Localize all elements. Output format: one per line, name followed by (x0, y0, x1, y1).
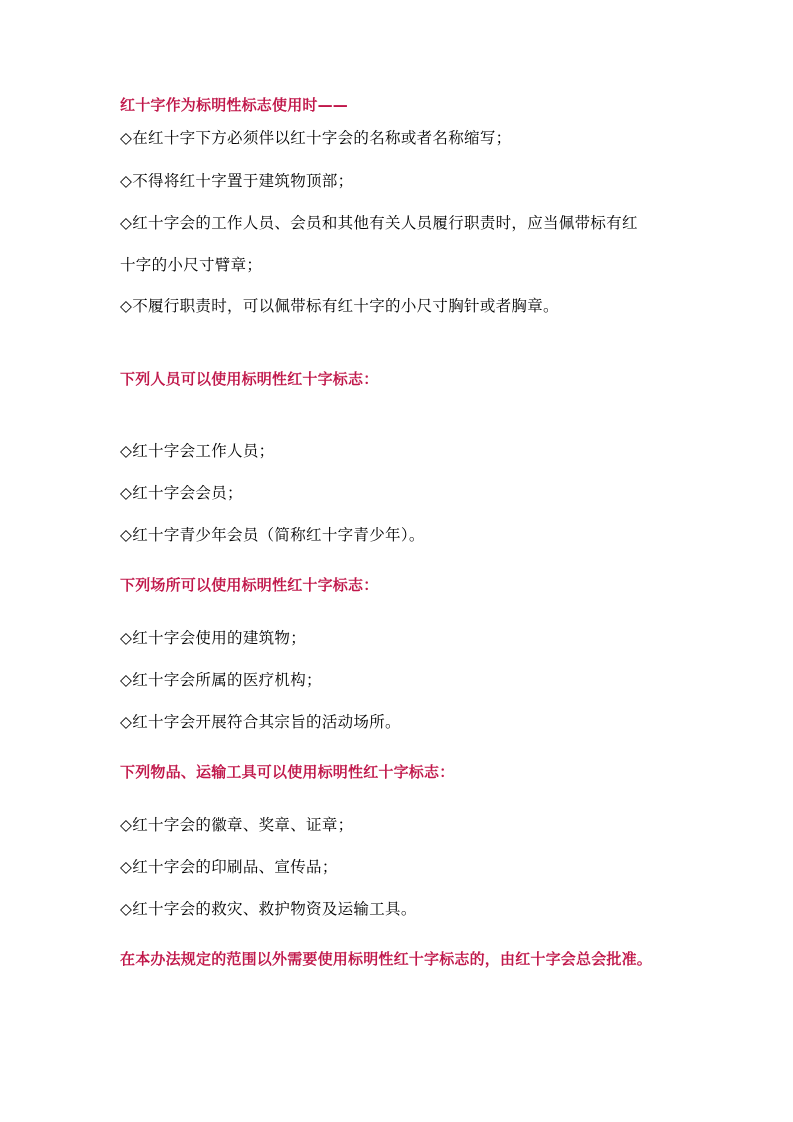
section1-item-3: ◇红十字会的工作人员、会员和其他有关人员履行职责时，应当佩带标有红 (120, 214, 638, 232)
section4-heading: 下列物品、运输工具可以使用标明性红十字标志： (120, 763, 455, 781)
section2-item-3: ◇红十字青少年会员（简称红十字青少年）。 (120, 526, 425, 544)
section2-item-2: ◇红十字会会员； (120, 484, 243, 502)
section2-heading: 下列人员可以使用标明性红十字标志： (120, 370, 379, 388)
section1-heading: 红十字作为标明性标志使用时—— (120, 96, 349, 114)
section2-item-1: ◇红十字会工作人员； (120, 442, 275, 460)
section3-item-2: ◇红十字会所属的医疗机构； (120, 671, 322, 689)
section1-item-3-continued: 十字的小尺寸臂章； (120, 256, 263, 274)
section4-item-2: ◇红十字会的印刷品、宣传品； (120, 858, 338, 876)
section1-item-4: ◇不履行职责时，可以佩带标有红十字的小尺寸胸针或者胸章。 (120, 297, 559, 315)
section1-item-1: ◇在红十字下方必须伴以红十字会的名称或者名称缩写； (120, 129, 512, 147)
section4-item-3: ◇红十字会的救灾、救护物资及运输工具。 (120, 900, 417, 918)
section3-heading: 下列场所可以使用标明性红十字标志： (120, 576, 379, 594)
section1-item-2: ◇不得将红十字置于建筑物顶部； (120, 172, 354, 190)
section4-item-1: ◇红十字会的徽章、奖章、证章； (120, 816, 354, 834)
section3-item-3: ◇红十字会开展符合其宗旨的活动场所。 (120, 713, 401, 731)
section3-item-1: ◇红十字会使用的建筑物； (120, 629, 307, 647)
closing-paragraph: 在本办法规定的范围以外需要使用标明性红十字标志的，由红十字会总会批准。 (120, 950, 653, 968)
